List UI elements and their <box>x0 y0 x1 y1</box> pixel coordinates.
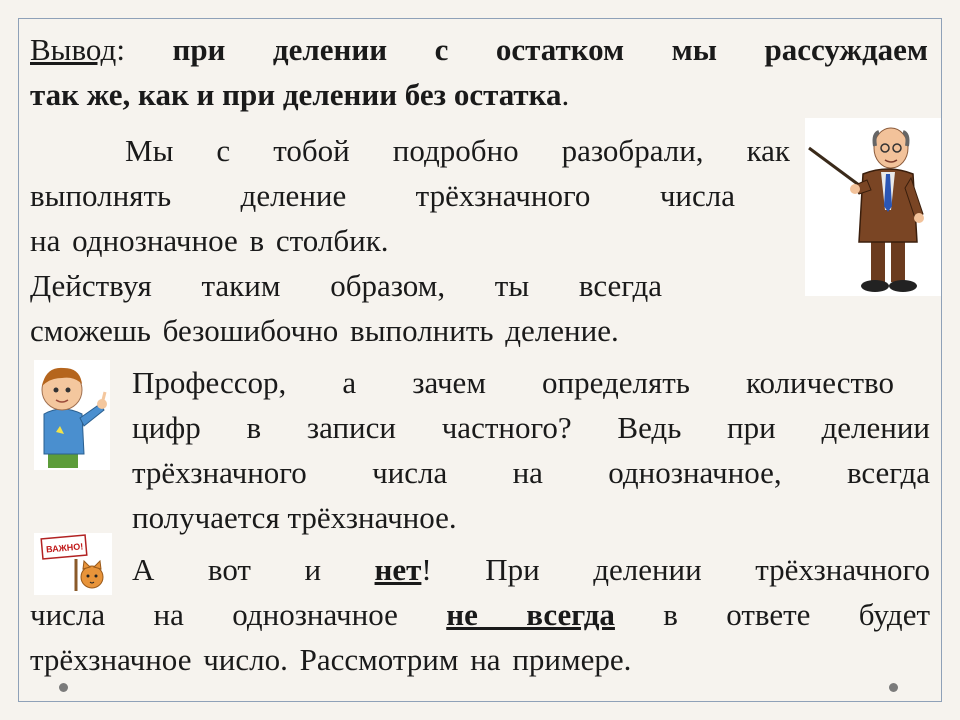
answer-line-1 <box>132 547 930 592</box>
corner-dot-left <box>59 683 68 692</box>
professor-text-line-4: Действуя таким образом, ты всегда <box>30 268 662 303</box>
corner-dot-right <box>889 683 898 692</box>
student-question-line-4: получается трёхзначное. <box>132 500 457 535</box>
conclusion-text-1: при делении с остатком мы рассуждаем <box>172 32 928 67</box>
answer-line-3: трёхзначное число. Рассмотрим на примере. <box>30 642 632 677</box>
answer-no: нет <box>374 552 422 587</box>
answer-rest-1: ! При делении трёхзначного <box>421 552 930 587</box>
student-question-line-3: трёхзначного числа на однозначное, всегда <box>132 455 930 490</box>
professor-text-line-3: на однозначное в столбик. <box>30 223 389 258</box>
answer-text-2a: числа на однозначное <box>30 597 398 632</box>
student-illustration <box>34 360 110 470</box>
student-question-line-1: Профессор, а зачем определять количество <box>132 365 894 400</box>
conclusion-label: Вывод <box>30 32 117 67</box>
conclusion-line-1 <box>30 27 928 72</box>
conclusion-text-2: так же, как и при делении без остатка <box>30 77 562 112</box>
important-sign-text: ВАЖНО! <box>45 541 84 555</box>
professor-illustration <box>805 118 941 296</box>
conclusion-line-2 <box>30 72 569 117</box>
student-question-line-2: цифр в записи частного? Ведь при делении <box>132 410 930 445</box>
professor-text-line-1: Мы с тобой подробно разобрали, как <box>125 133 790 168</box>
professor-text-line-5: сможешь безошибочно выполнить деление. <box>30 313 619 348</box>
answer-line-2 <box>30 592 930 637</box>
conclusion-period: . <box>561 77 570 112</box>
answer-not-always: не всегда <box>446 597 615 632</box>
answer-intro: А вот и <box>132 552 322 587</box>
important-sign-illustration <box>34 533 112 595</box>
conclusion-colon: : <box>116 32 125 67</box>
answer-text-2b: в ответе будет <box>663 597 931 632</box>
professor-text-line-2: выполнять деление трёхзначного числа <box>30 178 735 213</box>
